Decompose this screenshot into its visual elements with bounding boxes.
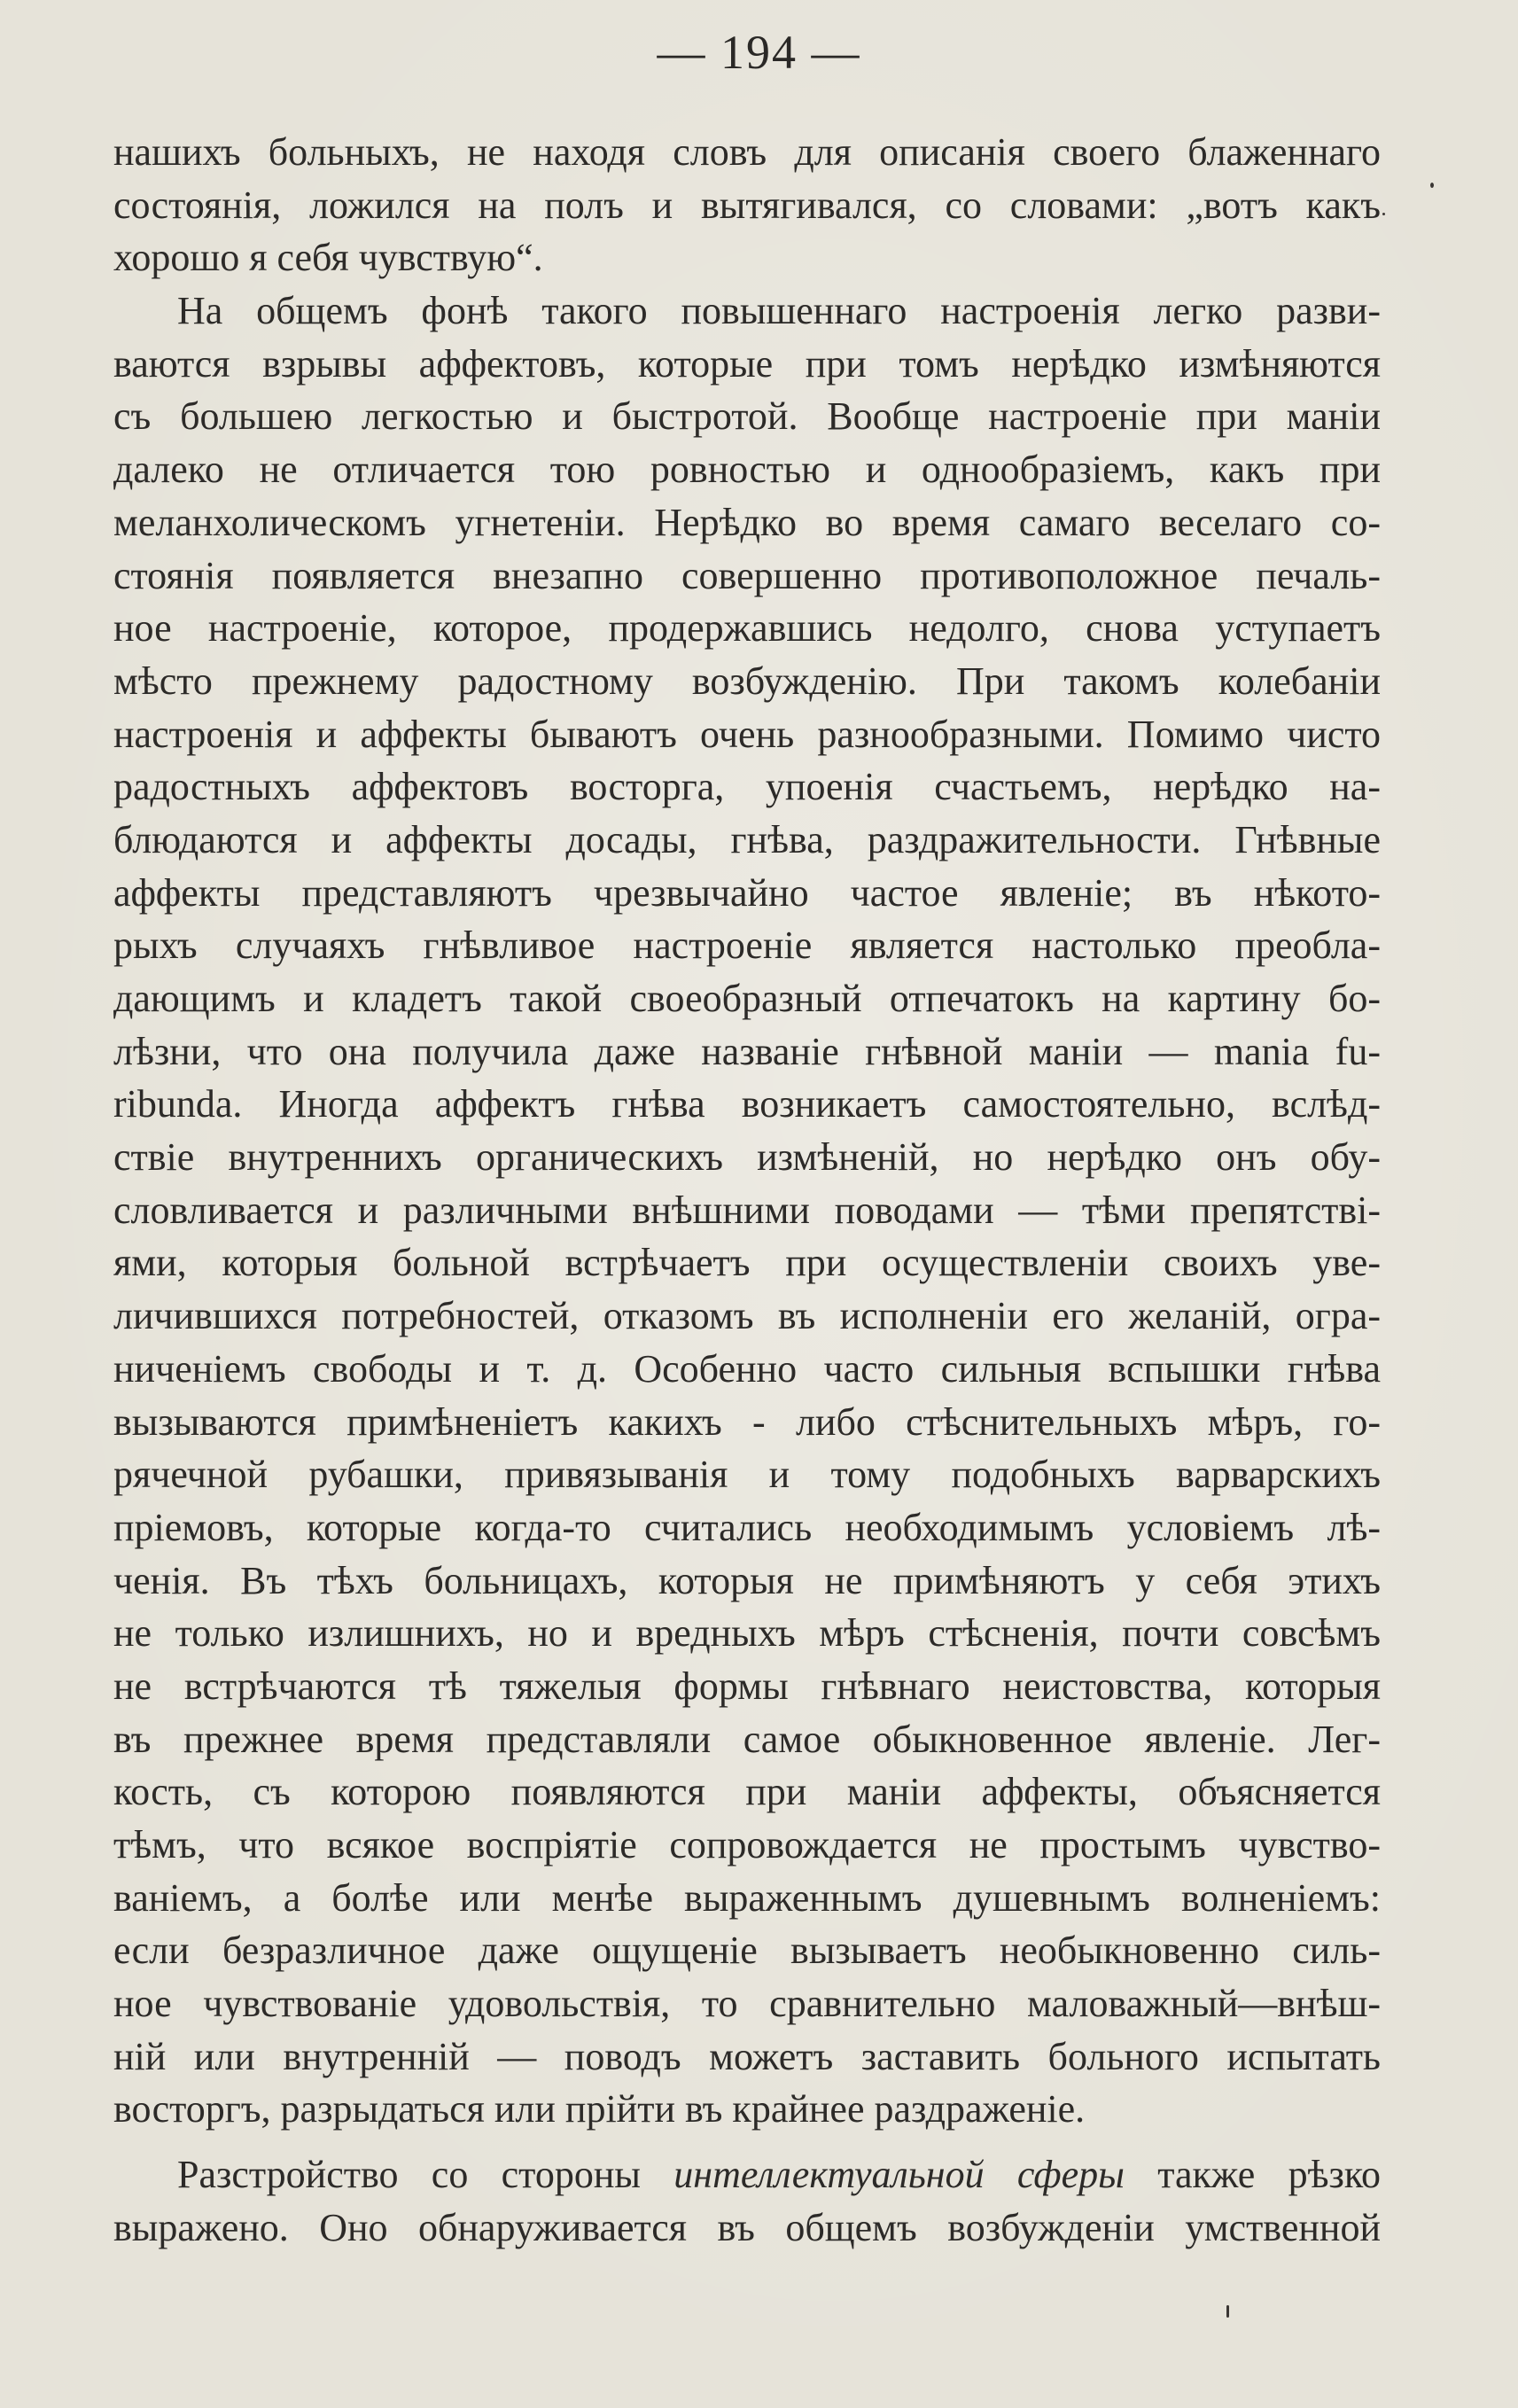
text-line: состоянія, ложился на полъ и вытягивался, со словами: „вотъ какъ	[113, 183, 1381, 227]
text-line: выражено. Оно обнаруживается въ общемъ возбужденіи умственной	[113, 2205, 1381, 2249]
text-line: личившихся потребностей, отказомъ въ исполненіи его желаній, огра-	[113, 1294, 1381, 1338]
text-line: хорошо я себя чувствую“.	[113, 236, 543, 280]
text-line: ченія. Въ тѣхъ больницахъ, которыя не примѣняютъ у себя этихъ	[113, 1558, 1381, 1602]
text-line: ное чувствованіе удовольствія, то сравнительно маловажный—внѣш-	[113, 1982, 1381, 2026]
text-line: вызываются примѣненіетъ какихъ - либо стѣснительныхъ мѣръ, го-	[113, 1399, 1381, 1444]
text-line: ribunda. Иногда аффектъ гнѣва возникаетъ самостоятельно, вслѣд-	[113, 1082, 1381, 1126]
text-line: нашихъ больныхъ, не находя словъ для описанія своего блаженнаго	[113, 130, 1381, 174]
text-line: ниченіемъ свободы и т. д. Особенно часто сильныя вспышки гнѣва	[113, 1346, 1381, 1391]
text-line: аффекты представляютъ чрезвычайно частое явленіе; въ нѣкото-	[113, 870, 1381, 915]
text-line	[113, 2148, 1381, 2201]
text-line: ями, которыя больной встрѣчаетъ при осуществленіи своихъ уве-	[113, 1241, 1381, 1285]
paragraph-affects	[113, 284, 1381, 2136]
text-fragment: также рѣзко	[1124, 2153, 1381, 2197]
paper-speck	[1382, 213, 1385, 215]
text-line: пріемовъ, которые когда-то считались необходимымъ условіемъ лѣ-	[113, 1505, 1381, 1549]
text-line: радостныхъ аффектовъ восторга, упоенія счастьемъ, нерѣдко на-	[113, 765, 1381, 809]
paragraph-intellect	[113, 2148, 1381, 2254]
text-line: ное настроеніе, которое, продержавшись недолго, снова уступаетъ	[113, 606, 1381, 651]
paper-speck	[1226, 2305, 1229, 2318]
text-line: кость, съ которою появляются при маніи аффекты, объясняется	[113, 1770, 1381, 1814]
text-line: съ большею легкостью и быстротой. Вообще настроеніе при маніи	[113, 394, 1381, 439]
paragraph-continuation	[113, 126, 1381, 284]
text-line: ній или внутренній — поводъ можетъ заставить больного испытать	[113, 2034, 1381, 2078]
text-line: тѣмъ, что всякое воспріятіе сопровождается не простымъ чувство-	[113, 1823, 1381, 1866]
text-line: ваются взрывы аффектовъ, которые при томъ нерѣдко измѣняются	[113, 341, 1381, 386]
text-line: словливается и различными внѣшними поводами — тѣми препятстві-	[113, 1188, 1381, 1232]
text-line: восторгъ, разрыдаться или прійти въ крайнее раздраженіе.	[113, 2087, 1086, 2131]
text-fragment: Разстройство со стороны	[177, 2153, 674, 2197]
text-line: не встрѣчаются тѣ тяжелыя формы гнѣвнаго неистовства, которыя	[113, 1664, 1381, 1708]
text-line: лѣзни, что она получила даже названіе гнѣвной маніи — mania fu-	[113, 1029, 1381, 1073]
page-number: — 194 —	[657, 26, 861, 79]
text-line: рячечной рубашки, привязыванія и тому подобныхъ варварскихъ	[113, 1453, 1381, 1497]
text-line: ваніемъ, а болѣе или менѣе выраженнымъ душевнымъ волненіемъ:	[113, 1875, 1381, 1920]
text-line: На общемъ фонѣ такого повышеннаго настроенія легко разви-	[177, 289, 1381, 333]
text-line: меланхолическомъ угнетеніи. Нерѣдко во время самаго веселаго со-	[113, 500, 1381, 544]
text-line: мѣсто прежнему радостному возбужденію. При такомъ колебаніи	[113, 658, 1381, 703]
text-line: въ прежнее время представляли самое обыкновенное явленіе. Лег-	[113, 1717, 1381, 1761]
emphasis-text: интеллектуальной сферы	[673, 2153, 1125, 2197]
text-line: рыхъ случаяхъ гнѣвливое настроеніе является настолько преобла-	[113, 923, 1381, 968]
text-line: настроенія и аффекты бываютъ очень разнообразными. Помимо чисто	[113, 712, 1381, 756]
text-line: далеко не отличается тою ровностью и однообразіемъ, какъ при	[113, 448, 1381, 492]
text-line: дающимъ и кладетъ такой своеобразный отпечатокъ на картину бо-	[113, 977, 1381, 1020]
text-line: если безразличное даже ощущеніе вызываетъ необыкновенно силь-	[113, 1929, 1381, 1973]
paper-speck	[1430, 183, 1434, 188]
text-line: ствіе внутреннихъ органическихъ измѣненій, но нерѣдко онъ обу-	[113, 1135, 1381, 1180]
text-line: не только излишнихъ, но и вредныхъ мѣръ стѣсненія, почти совсѣмъ	[113, 1611, 1381, 1656]
text-line: блюдаются и аффекты досады, гнѣва, раздражительности. Гнѣвные	[113, 817, 1381, 861]
body-text	[113, 126, 1381, 2255]
text-line: стоянія появляется внезапно совершенно противоположное печаль-	[113, 553, 1381, 597]
